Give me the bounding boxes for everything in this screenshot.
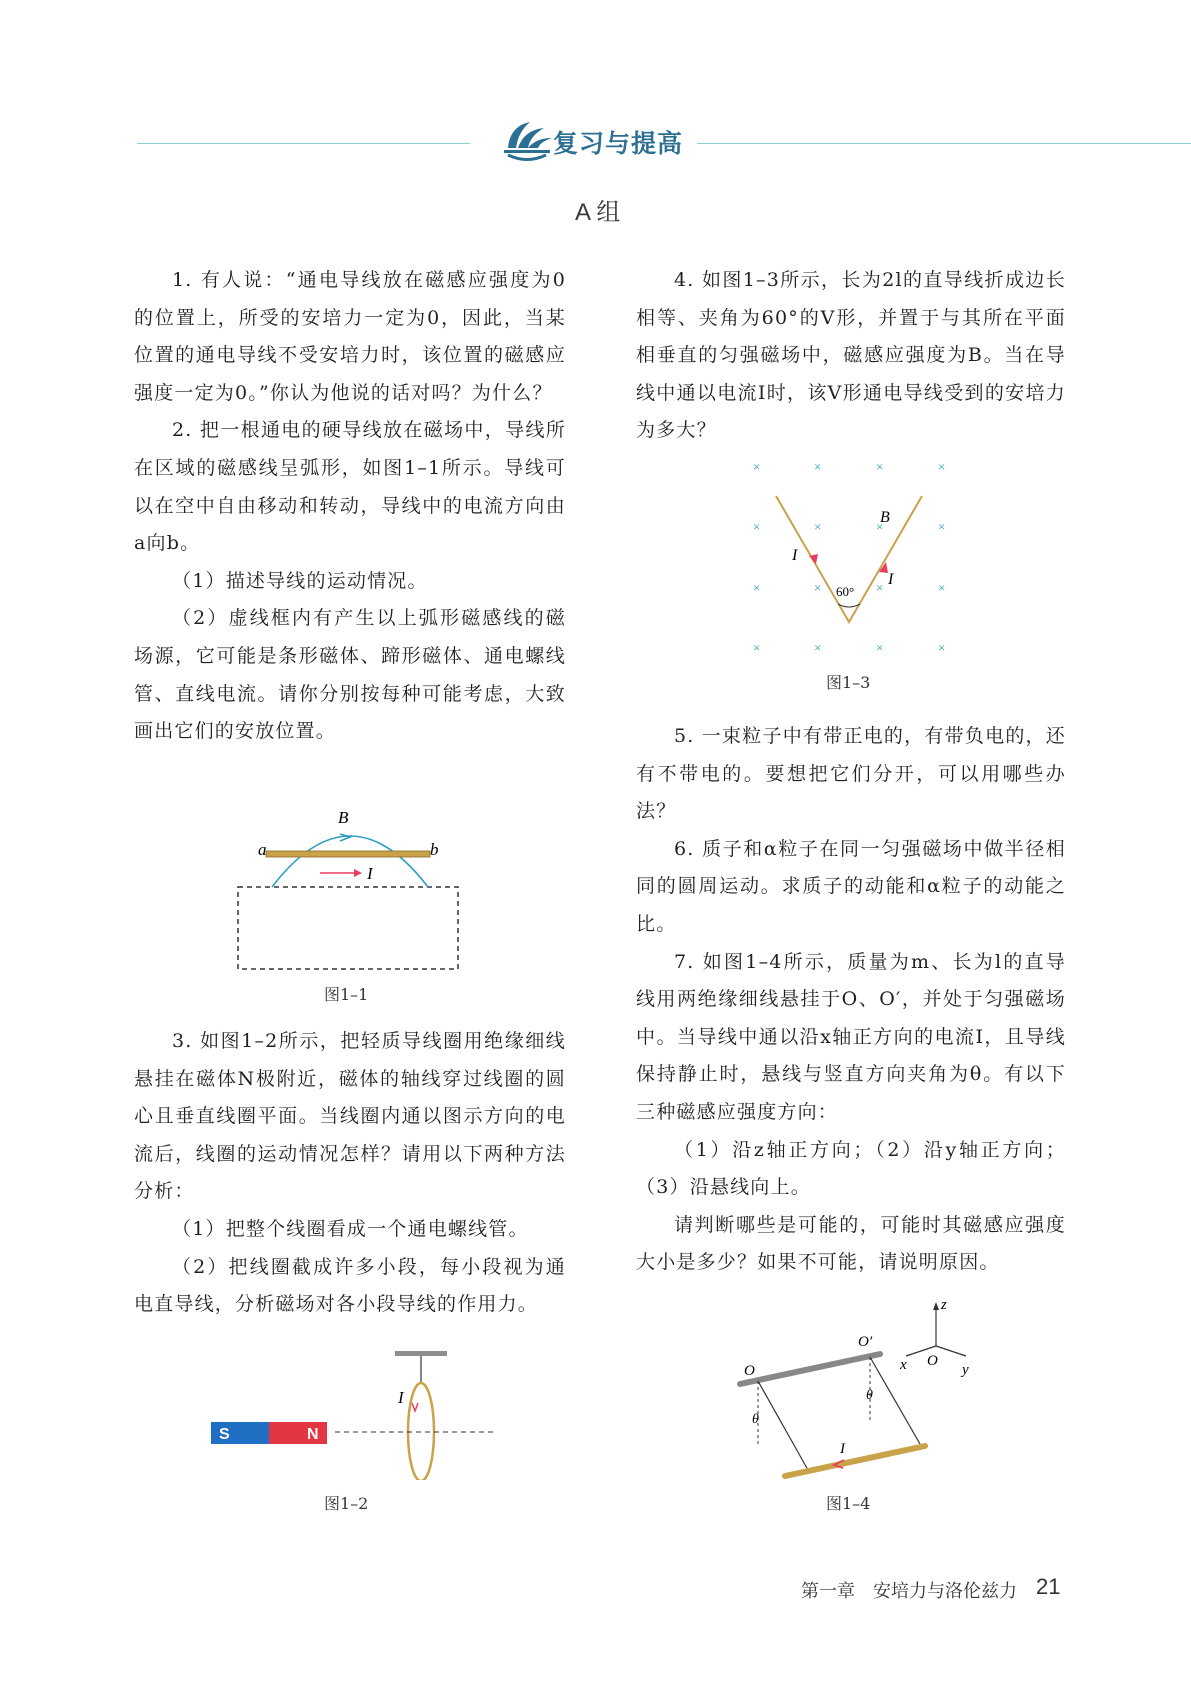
svg-text:×: × [938, 519, 946, 534]
svg-text:×: × [938, 580, 946, 595]
fig1-1-label-B: B [338, 808, 349, 827]
question-7-options: （1）沿z轴正方向；（2）沿y轴正方向；（3）沿悬线向上。 [636, 1138, 1066, 1199]
svg-text:×: × [814, 519, 822, 534]
section-logo-icon [500, 118, 554, 164]
fig1-4-theta-right: θ [866, 1388, 873, 1403]
left-column-bottom [134, 1023, 566, 1324]
right-column-bottom [636, 718, 1066, 1282]
figure-1-1-caption: 图1–1 [324, 985, 369, 1004]
svg-text:×: × [814, 640, 822, 655]
svg-text:×: × [938, 459, 946, 474]
svg-text:×: × [876, 580, 884, 595]
question-3-part-2: （2）把线圈截成许多小段，每小段视为通电直导线，分析磁场对各小段导线的作用力。 [134, 1255, 566, 1316]
figure-1-1 [230, 805, 470, 975]
axis-x-label: x [900, 1357, 907, 1373]
page-number: 21 [1036, 1574, 1061, 1599]
right-column-top [636, 262, 1066, 450]
fig1-4-label-O: O [744, 1363, 755, 1379]
axis-y-label: y [962, 1362, 969, 1378]
group-title: A 组 [575, 199, 621, 226]
fig1-3-label-B: B [880, 509, 890, 526]
fig1-1-label-b: b [430, 840, 439, 859]
magnet-n-label: N [307, 1426, 319, 1443]
fig1-4-theta-left: θ [752, 1412, 759, 1427]
fig1-4-label-I: I [840, 1441, 845, 1457]
svg-text:×: × [753, 580, 761, 595]
svg-text:×: × [876, 640, 884, 655]
fig1-1-label-a: a [258, 840, 267, 859]
left-column-top [134, 262, 566, 751]
question-2-part-1: （1）描述导线的运动情况。 [172, 569, 428, 592]
fig1-2-label-I: I [398, 1388, 404, 1407]
question-5: 5. 一束粒子中有带正电的，有带负电的，还有不带电的。要想把它们分开，可以用哪些办法？ [636, 725, 1066, 823]
section-title: 复习与提高 [553, 129, 684, 158]
axis-z-label: z [941, 1297, 947, 1313]
question-3: 3. 如图1–2所示，把轻质导线圈用绝缘细线悬挂在磁体N极附近，磁体的轴线穿过线圈的圆心且垂直线圈平面。当线圈内通以图示方向的电流后，线圈的运动情况怎样？请用以下两种方法分析： [134, 1030, 566, 1203]
svg-text:×: × [753, 640, 761, 655]
svg-text:×: × [753, 459, 761, 474]
question-7: 7. 如图1–4所示，质量为m、长为l的直导线用两绝缘细线悬挂于O、O′，并处于匀强磁场中。当导线中通以沿x轴正方向的电流I，且导线保持静止时，悬线与竖直方向夹角为θ。有以下三种磁感应强度方向： [636, 950, 1066, 1123]
svg-text:×: × [814, 580, 822, 595]
fig1-3-angle-label: 60° [836, 584, 855, 599]
fig1-3-label-I-right: I [888, 571, 894, 588]
question-3-part-1: （1）把整个线圈看成一个通电螺线管。 [172, 1217, 529, 1240]
header-rule-right [697, 143, 1191, 144]
question-7-ask: 请判断哪些是可能的，可能时其磁感应强度大小是多少？如果不可能，请说明原因。 [636, 1213, 1066, 1274]
svg-text:×: × [876, 459, 884, 474]
question-2-part-2: （2）虚线框内有产生以上弧形磁感线的磁场源，它可能是条形磁体、蹄形磁体、通电螺线管、直线电流。请你分别按每种可能考虑，大致画出它们的安放位置。 [134, 607, 566, 743]
figure-1-2-caption: 图1–2 [324, 1494, 369, 1513]
question-2: 2. 把一根通电的硬导线放在磁场中，导线所在区域的磁感线呈弧形，如图1–1所示。导线可以在空中自由移动和转动，导线中的电流方向由a向b。 [134, 419, 566, 555]
svg-text:×: × [876, 519, 884, 534]
question-1: 1. 有人说：“通电导线放在磁感应强度为0的位置上，所受的安培力一定为0，因此，当某位置的通电导线不受安培力时，该位置的磁感应强度一定为0。”你认为他说的话对吗？为什么？ [134, 269, 566, 404]
figure-1-4 [730, 1296, 990, 1481]
fig1-4-label-O-prime: O′ [858, 1334, 873, 1350]
svg-text:×: × [938, 640, 946, 655]
figure-1-2 [205, 1345, 505, 1480]
magnet-s-label: S [219, 1426, 230, 1443]
footer-chapter: 第一章 安培力与洛伦兹力 [801, 1581, 1017, 1602]
figure-1-3-caption: 图1–3 [826, 673, 871, 692]
fig1-3-label-I-left: I [792, 547, 798, 564]
svg-text:×: × [814, 459, 822, 474]
question-6: 6. 质子和α粒子在同一匀强磁场中做半径相同的圆周运动。求质子的动能和α粒子的动能之比。 [636, 837, 1066, 935]
header-rule-left [137, 143, 470, 144]
svg-text:×: × [753, 519, 761, 534]
question-4: 4. 如图1–3所示，长为2l的直导线折成边长相等、夹角为60°的V形，并置于与其所在平面相垂直的匀强磁场中，磁感应强度为B。当在导线中通以电流I时，该V形通电导线受到的安培力为多大？ [636, 269, 1066, 442]
figure-1-3 [748, 456, 968, 656]
figure-1-4-caption: 图1–4 [826, 1494, 871, 1513]
axis-origin-label: O [927, 1353, 938, 1369]
fig1-1-label-I: I [367, 864, 373, 883]
